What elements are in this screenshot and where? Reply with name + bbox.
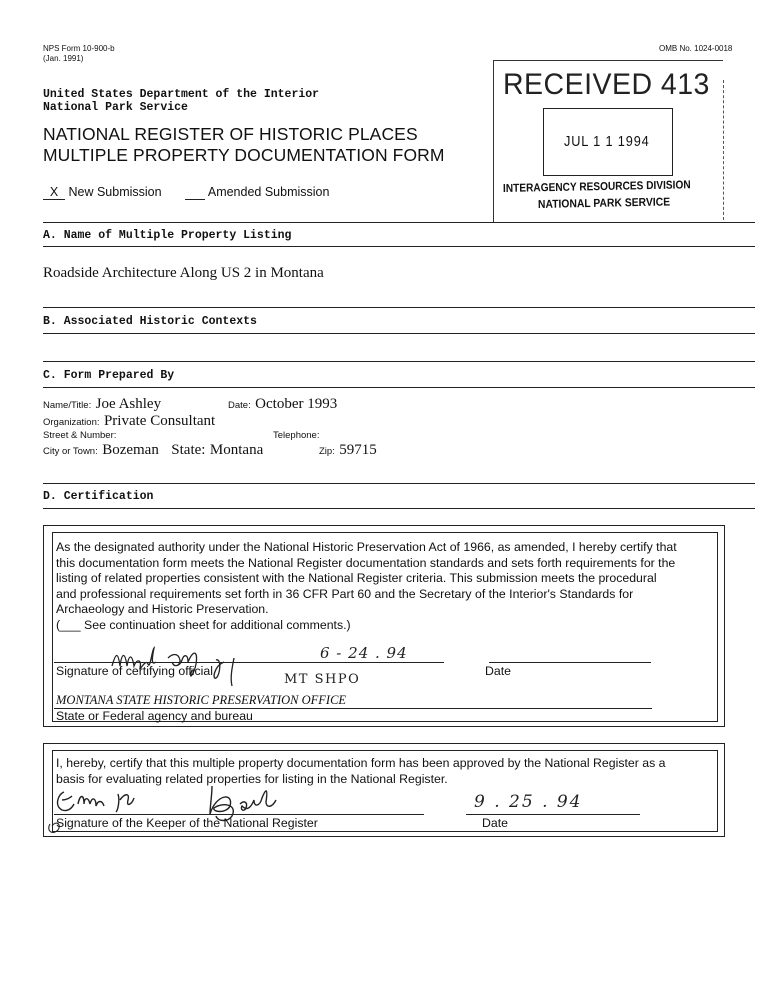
form-title-line2: MULTIPLE PROPERTY DOCUMENTATION FORM [43,145,445,165]
amended-submission-checkbox[interactable] [185,185,205,200]
new-submission-label: New Submission [68,185,162,199]
name-title-row [43,395,161,413]
certification-text [56,540,677,633]
received-stamp [493,60,725,225]
received-stamp-text: RECEIVED 413 [503,68,710,101]
service-name: National Park Service [43,101,188,114]
date-line [489,662,651,663]
omb-number: OMB No. 1024-0018 [659,44,733,53]
city-value: Bozeman [102,442,159,458]
keeper-certification-box [43,743,725,837]
signature-label: Signature of certifying official [56,664,213,678]
zip-row [319,441,377,459]
form-date: (Jan. 1991) [43,54,84,63]
cert-line-3: listing of related properties consistent with the National Register criteria. This submission meets the procedural [56,571,657,585]
agency-value: MONTANA STATE HISTORIC PRESERVATION OFFICE [56,693,347,707]
organization-value: Private Consultant [103,413,216,429]
section-b-heading: B. Associated Historic Contexts [43,315,257,328]
street-label: Street & Number: [43,430,117,441]
state-value: Montana [209,442,264,458]
city-label: City or Town: [43,446,98,457]
telephone-label: Telephone: [273,430,320,441]
certifying-date-handwritten: 6 - 24 . 94 [320,644,408,662]
cert-line-5: Archaeology and Historic Preservation. [56,602,269,616]
department-name: United States Department of the Interior [43,88,320,101]
section-c-heading: C. Form Prepared By [43,369,175,382]
keeper-signature-line [54,814,424,815]
organization-label: Organization: [43,417,100,428]
date-label: Date: [228,400,251,411]
form-title-line1: NATIONAL REGISTER OF HISTORIC PLACES [43,124,418,144]
stamp-date: JUL 1 1 1994 [564,133,650,150]
city-row [43,441,263,459]
cert-line-2: this documentation form meets the National Register documentation standards and sets forth requirements for the [56,555,676,570]
stamp-service: NATIONAL PARK SERVICE [537,196,671,211]
section-d-heading: D. Certification [43,490,154,503]
keeper-date-label: Date [482,816,508,830]
submission-type [43,185,329,200]
date-row [228,395,337,413]
agency-label: State or Federal agency and bureau [56,709,253,723]
stamp-division: INTERAGENCY RESOURCES DIVISION [502,179,691,195]
new-submission-checkbox[interactable]: X [43,185,65,200]
name-title-value: Joe Ashley [95,396,162,412]
zip-label: Zip: [319,446,335,457]
continuation-note: (___ See continuation sheet for additional comments.) [56,617,351,632]
keeper-date-line [466,814,640,815]
section-a-heading: A. Name of Multiple Property Listing [43,229,292,242]
organization-row [43,412,215,430]
keeper-date-handwritten: 9 . 25 . 94 [474,792,583,812]
certification-box [43,525,725,727]
form-number: NPS Form 10-900-b [43,44,115,53]
date-label: Date [485,664,511,678]
cert-line-1: As the designated authority under the National Historic Preservation Act of 1966, as amended, I hereby certify that [56,540,677,554]
date-value: October 1993 [255,396,338,412]
shpo-handwritten: MT SHPO [284,672,361,687]
keeper-signature-label: Signature of the Keeper of the National Register [56,816,318,830]
keeper-line-2: basis for evaluating related properties for listing in the National Register. [56,771,448,786]
amended-submission-label: Amended Submission [207,185,330,199]
cert-line-4: and professional requirements set forth in 36 CFR Part 60 and the Secretary of the Interior's Standards for [56,586,634,601]
keeper-line-1: I, hereby, certify that this multiple property documentation form has been approved by the National Register as a [56,756,666,770]
zip-value: 59715 [339,442,377,458]
name-title-label: Name/Title: [43,400,92,411]
property-listing-name: Roadside Architecture Along US 2 in Montana [43,265,324,281]
state-label: State: [171,442,206,458]
signature-line [54,662,444,663]
stamp-date-box [543,108,673,176]
